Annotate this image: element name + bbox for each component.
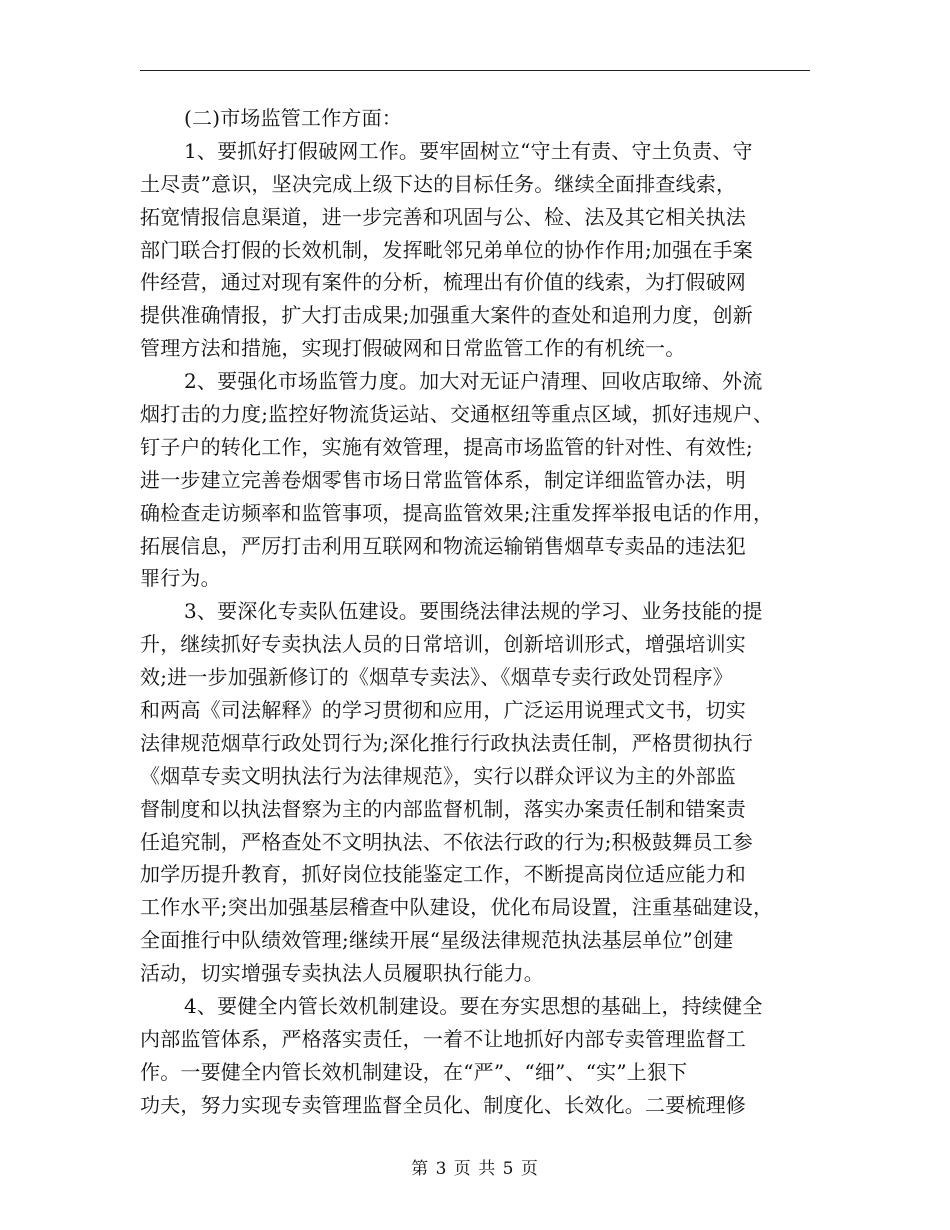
paragraph-line: 活动，切实增强专卖执法人员履职执行能力。 bbox=[140, 961, 544, 986]
paragraph-line: 和两高《司法解释》的学习贯彻和应用，广泛运用说理式文书，切实 bbox=[140, 698, 746, 723]
paragraph-line: 工作水平;突出加强基层稽查中队建设，优化布局设置，注重基础建设， bbox=[140, 895, 774, 920]
paragraph-line: 拓宽情报信息渠道，进一步完善和巩固与公、检、法及其它相关执法 bbox=[140, 204, 746, 229]
paragraph-line: 钉子户的转化工作，实施有效管理，提高市场监管的针对性、有效性; bbox=[140, 434, 753, 459]
paragraph-line: 拓展信息，严厉打击利用互联网和物流运输销售烟草专卖品的违法犯 bbox=[140, 533, 746, 558]
paragraph-line: 加学历提升教育，抓好岗位技能鉴定工作，不断提高岗位适应能力和 bbox=[140, 862, 746, 887]
paragraph-line: 件经营，通过对现有案件的分析，梳理出有价值的线索，为打假破网 bbox=[140, 270, 746, 295]
paragraph-line: 任追究制，严格查处不文明执法、不依法行政的行为;积极鼓舞员工参 bbox=[140, 829, 753, 854]
paragraph-line: 2、要强化市场监管力度。加大对无证户清理、回收店取缔、外流 bbox=[184, 369, 763, 394]
paragraph-line: 土尽责”意识，坚决完成上级下达的目标任务。继续全面排查线索， bbox=[140, 171, 737, 196]
paragraph-line: 4、要健全内管长效机制建设。要在夯实思想的基础上，持续健全 bbox=[184, 994, 763, 1019]
paragraph-line: 确检查走访频率和监管事项，提高监管效果;注重发挥举报电话的作用， bbox=[140, 500, 774, 525]
paragraph-line: 效;进一步加强新修订的《烟草专卖法》、《烟草专卖行政处罚程序》 bbox=[140, 665, 733, 690]
paragraph-line: 《烟草专卖文明执法行为法律规范》，实行以群众评议为主的外部监 bbox=[140, 763, 736, 788]
paragraph-line: 管理方法和措施，实现打假破网和日常监管工作的有机统一。 bbox=[140, 336, 686, 361]
paragraph-line: 1、要抓好打假破网工作。要牢固树立“守土有责、守土负责、守 bbox=[184, 138, 753, 163]
paragraph-line: 进一步建立完善卷烟零售市场日常监管体系，制定详细监管办法，明 bbox=[140, 467, 746, 492]
paragraph-line: 3、要深化专卖队伍建设。要围绕法律法规的学习、业务技能的提 bbox=[184, 599, 763, 624]
paragraph-line: 内部监管体系，严格落实责任，一着不让地抓好内部专卖管理监督工 bbox=[140, 1026, 746, 1051]
document-body bbox=[140, 102, 812, 1122]
paragraph-line: 全面推行中队绩效管理;继续开展“星级法律规范执法基层单位”创建 bbox=[140, 928, 734, 953]
paragraph-line: 升，继续抓好专卖执法人员的日常培训，创新培训形式，增强培训实 bbox=[140, 632, 746, 657]
paragraph-line: 罪行为。 bbox=[140, 566, 221, 591]
header-rule bbox=[140, 70, 810, 71]
paragraph-line: 功夫，努力实现专卖管理监督全员化、制度化、长效化。二要梳理修 bbox=[140, 1092, 746, 1117]
paragraph-line: 提供准确情报，扩大打击成果;加强重大案件的查处和追刑力度，创新 bbox=[140, 303, 753, 328]
paragraph-line: 部门联合打假的长效机制，发挥毗邻兄弟单位的协作作用;加强在手案 bbox=[140, 237, 753, 262]
page-number-footer: 第 3 页 共 5 页 bbox=[411, 1159, 539, 1179]
paragraph-line: 法律规范烟草行政处罚行为;深化推行行政执法责任制，严格贯彻执行 bbox=[140, 730, 753, 755]
paragraph-line: 作。一要健全内管长效机制建设，在“严”、“细”、“实”上狠下 bbox=[140, 1059, 688, 1084]
section-heading: (二)市场监管工作方面： bbox=[184, 106, 403, 130]
paragraph-line: 督制度和以执法督察为主的内部监督机制，落实办案责任制和错案责 bbox=[140, 796, 746, 821]
paragraph-line: 烟打击的力度;监控好物流货运站、交通枢纽等重点区域，抓好违规户、 bbox=[140, 402, 774, 427]
